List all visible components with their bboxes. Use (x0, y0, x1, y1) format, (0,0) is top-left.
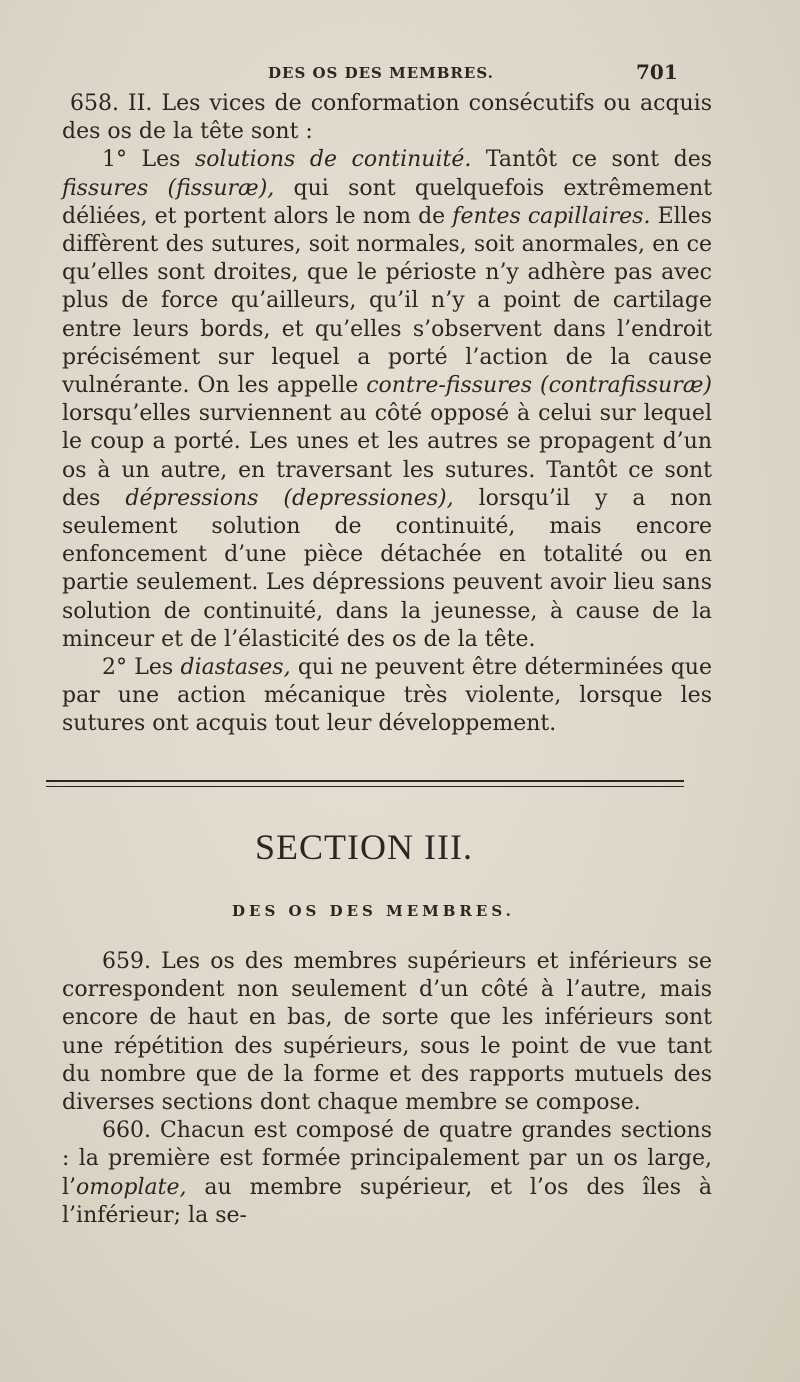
paragraph-number: 660. (102, 1118, 151, 1144)
running-head: DES OS DES MEMBRES. (268, 64, 494, 82)
text-run: qui sont quelquefois extrêmement déliées, et portent alors le nom de (62, 175, 712, 229)
text-run: Les (141, 147, 181, 173)
italic-term: omoplate, (76, 1174, 187, 1200)
text-run: qui ne peuvent être déterminées que par une action mécanique très violente, lorsque les sutures ont acquis tout leur développement. (62, 655, 712, 737)
upper-text-block (62, 90, 712, 739)
page-number: 701 (636, 60, 678, 84)
paragraph-number: 658. II. (70, 91, 153, 116)
text-run: lorsqu’il y a non seulement solution de continuité, mais encore enfoncement d’une pièce détachée en totalité ou en partie seulement. Les dépressions peuvent avoir lieu sans solution de continuité, dans la jeunesse, à cause de la minceur et de l’élasticité des os de la tête. (62, 485, 713, 652)
item-number: 2° (102, 655, 127, 681)
paragraph-number: 659. (102, 949, 151, 974)
italic-term: dépressions (125, 485, 259, 511)
item-number: 1° (102, 147, 127, 173)
paragraph-diastases (62, 654, 712, 739)
text-run: Tantôt ce sont des (485, 147, 713, 173)
paragraph-solutions (62, 146, 712, 654)
section-divider-thin (46, 786, 684, 787)
section-divider-thick (46, 780, 684, 782)
section-title: SECTION III. (255, 827, 473, 867)
paragraph-text: Les os des membres supérieurs et inférieurs se correspondent non seulement d’un côté à l’autre, mais encore de haut en bas, de sorte que les inférieurs sont une répétition des supérieurs, sous le point de vue tant du nombre que de la forme et des rapports mutuels des diverses sections dont chaque membre se compose. (62, 949, 712, 1116)
paragraph-text: Les vices de conformation consécutifs ou acquis des os de la tête sont : (62, 91, 712, 145)
italic-term: contre-fissures (366, 373, 533, 399)
italic-term: fissures (62, 175, 149, 201)
paragraph-659 (62, 948, 712, 1117)
italic-term: diastases, (180, 655, 291, 681)
text-run: lorsqu’elles surviennent au côté opposé à celui sur lequel le coup a porté. Les unes et les autres se propagent d’un os à un autre, en traversant les sutures. Tantôt ce sont des (62, 401, 712, 511)
lower-text-block (62, 948, 712, 1230)
text-run: Elles diffèrent des sutures, soit normales, soit anormales, en ce qu’elles sont droites, que le périoste n’y adhère pas avec plus de force qu’ailleurs, qu’il n’y a point de cartilage entre leurs bords, et qu’elles s’observent dans l’endroit précisément sur lequel a porté l’action de la cause vulnérante. On les appelle (62, 203, 713, 399)
italic-term: (depressiones), (283, 485, 454, 511)
text-run: Les (134, 655, 174, 681)
paragraph-660 (62, 1117, 712, 1230)
text-run: au membre supérieur, et l’os des îles à l’inférieur; la se- (62, 1174, 713, 1228)
italic-term: solutions de continuité. (195, 147, 472, 173)
italic-term: (contrafissuræ) (539, 373, 712, 399)
italic-term: (fissuræ), (167, 175, 275, 201)
section-subtitle: DES OS DES MEMBRES. (232, 902, 515, 920)
text-run: Chacun est composé de quatre grandes sections : la première est formée principalement par un os large, l’ (62, 1118, 712, 1200)
italic-term: fentes capillaires. (452, 203, 651, 229)
paragraph-658 (62, 90, 712, 146)
